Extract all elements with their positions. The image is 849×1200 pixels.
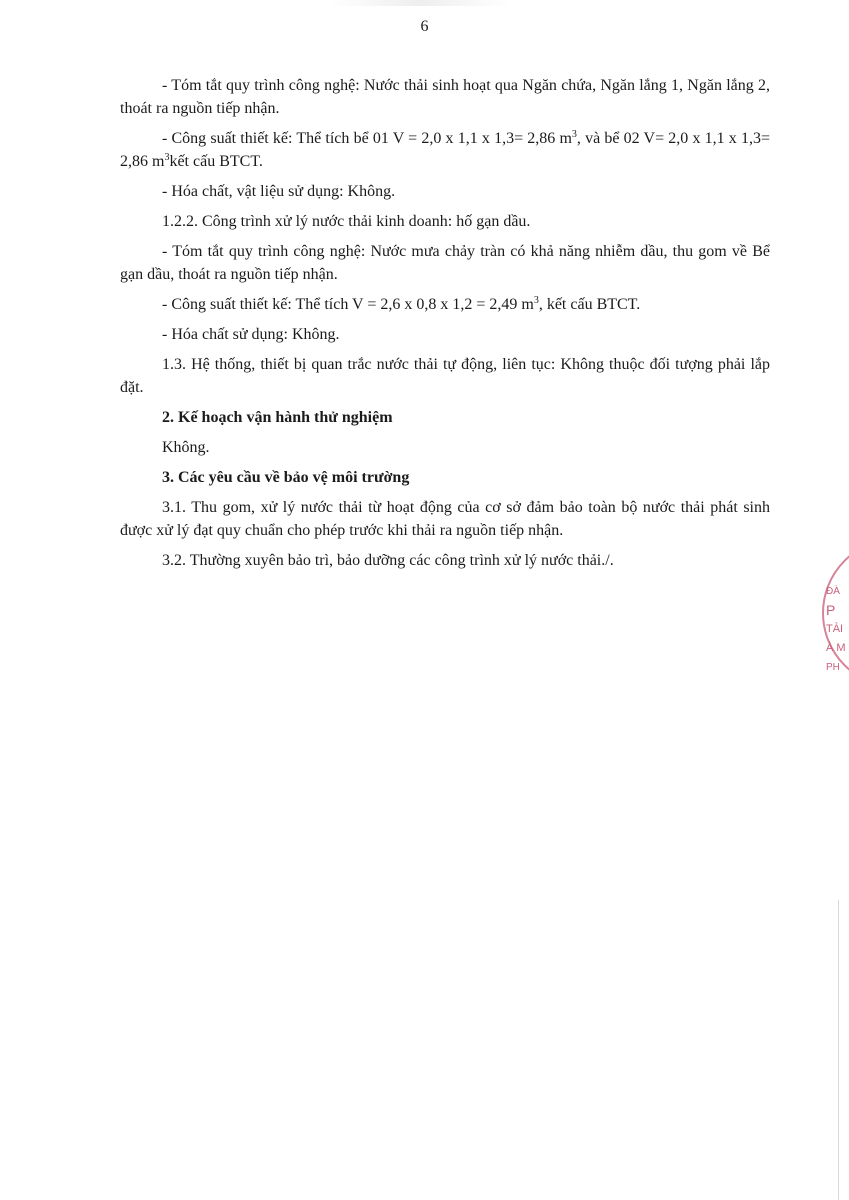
paragraph-section-3-2: 3.2. Thường xuyên bảo trì, bảo dưỡng các công trình xử lý nước thải./. [162, 552, 614, 569]
paragraph-chemicals-2: - Hóa chất sử dụng: Không. [162, 326, 340, 343]
stamp-text: ĐÀ P TÀI À M PH [826, 586, 846, 673]
scan-smudge [330, 0, 510, 6]
heading-section-2: 2. Kế hoạch vận hành thử nghiệm [162, 409, 393, 426]
document-body [120, 74, 770, 579]
paragraph-process-summary-2: - Tóm tắt quy trình công nghệ: Nước mưa chảy tràn có khả năng nhiễm dầu, thu gom về Bể gạn dầu, thoát ra nguồn tiếp nhận. [120, 243, 770, 283]
paragraph-section-2-body: Không. [162, 439, 210, 456]
scan-edge-line [838, 900, 839, 1200]
paragraph-design-capacity-2: - Công suất thiết kế: Thể tích V = 2,6 x 0,8 x 1,2 = 2,49 $m^3$, kết cấu BTCT. [162, 295, 641, 313]
paragraph-process-summary-1: - Tóm tắt quy trình công nghệ: Nước thải sinh hoạt qua Ngăn chứa, Ngăn lắng 1, Ngăn lắng 2, thoát ra nguồn tiếp nhận. [120, 77, 770, 117]
heading-section-3: 3. Các yêu cầu về bảo vệ môi trường [162, 469, 410, 486]
page-number: 6 [420, 18, 429, 35]
paragraph-section-3-1: 3.1. Thu gom, xử lý nước thải từ hoạt động của cơ sở đảm bảo toàn bộ nước thải phát sinh được xử lý đạt quy chuẩn cho phép trước khi thải ra nguồn tiếp nhận. [120, 499, 770, 539]
paragraph-section-1-3: 1.3. Hệ thống, thiết bị quan trắc nước thải tự động, liên tục: Không thuộc đối tượng phải lắp đặt. [120, 356, 770, 396]
paragraph-chemicals-1: - Hóa chất, vật liệu sử dụng: Không. [162, 183, 396, 200]
paragraph-design-capacity-1: - Công suất thiết kế: Thể tích bể 01 V = 2,0 x 1,1 x 1,3= 2,86 $m^3$, và bể 02 V= 2,0 x 1,1 x 1,3= 2,86 $m^3kết$ cấu BTCT. [120, 129, 771, 170]
paragraph-section-1-2-2: 1.2.2. Công trình xử lý nước thải kinh doanh: hố gạn dầu. [162, 213, 531, 230]
official-stamp [812, 538, 849, 688]
